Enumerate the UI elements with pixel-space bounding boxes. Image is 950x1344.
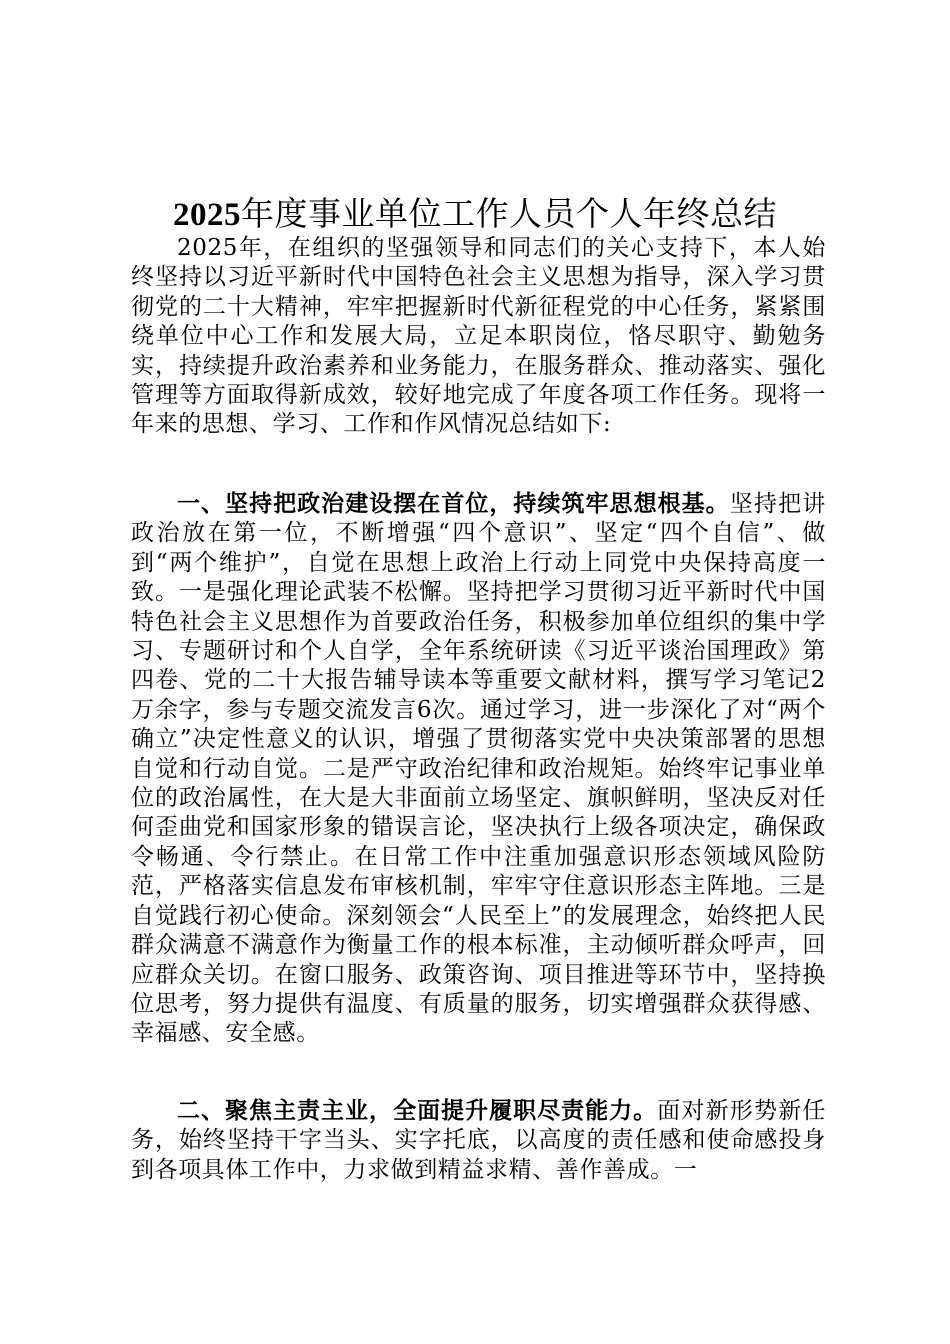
- section-1-paragraph: [131, 489, 826, 1049]
- title-year: 2025: [173, 197, 241, 234]
- section-2-body: 面对新形势新任务，始终坚持干字当头、实字托底，以高度的责任感和使命感投身到各项具体工作中，力求做到精益求精、善作善成。一: [131, 1098, 827, 1183]
- section-2-heading: 二、聚焦主责主业，全面提升履职尽责能力。: [177, 1097, 658, 1124]
- title-text: 年度事业单位工作人员个人年终总结: [241, 194, 777, 234]
- intro-paragraph: 2025年，在组织的坚强领导和同志们的关心支持下，本人始终坚持以习近平新时代中国特色社会主义思想为指导，深入学习贯彻党的二十大精神，牢牢把握新时代新征程党的中心任务，紧紧围绕单位中心工作和发展大局，立足本职岗位，恪尽职守、勤勉务实，持续提升政治素养和业务能力，在服务群众、推动落实、强化管理等方面取得新成效，较好地完成了年度各项工作任务。现将一年来的思想、学习、工作和作风情况总结如下:: [131, 235, 826, 438]
- section-1-heading: 一、坚持把政治建设摆在首位，持续筑牢思想根基。: [177, 490, 730, 517]
- section-1-body: 坚持把讲政治放在第一位，不断增强“四个意识”、坚定“四个自信”、做到“两个维护”，自觉在思想上政治上行动上同党中央保持高度一致。一是强化理论武装不松懈。坚持把学习贯彻习近平新时代中国特色社会主义思想作为首要政治任务，积极参加单位组织的集中学习、专题研讨和个人自学，全年系统研读《习近平谈治国理政》第四卷、党的二十大报告辅导读本等重要文献材料，撰写学习笔记2万余字，参与专题交流发言6次。通过学习，进一步深化了对“两个确立”决定性意义的认识，增强了贯彻落实党中央决策部署的思想自觉和行动自觉。二是严守政治纪律和政治规矩。始终牢记事业单位的政治属性，在大是大非面前立场坚定、旗帜鲜明，坚决反对任何歪曲党和国家形象的错误言论，坚决执行上级各项决定，确保政令畅通、令行禁止。在日常工作中注重加强意识形态领域风险防范，严格落实信息发布审核机制，牢牢守住意识形态主阵地。三是自觉践行初心使命。深刻领会“人民至上”的发展理念，始终把人民群众满意不满意作为衡量工作的根本标准，主动倾听群众呼声，回应群众关切。在窗口服务、政策咨询、项目推进等环节中，坚持换位思考，努力提供有温度、有质量的服务，切实增强群众获得感、幸福感、安全感。: [131, 491, 826, 1047]
- section-2-paragraph: [131, 1096, 826, 1185]
